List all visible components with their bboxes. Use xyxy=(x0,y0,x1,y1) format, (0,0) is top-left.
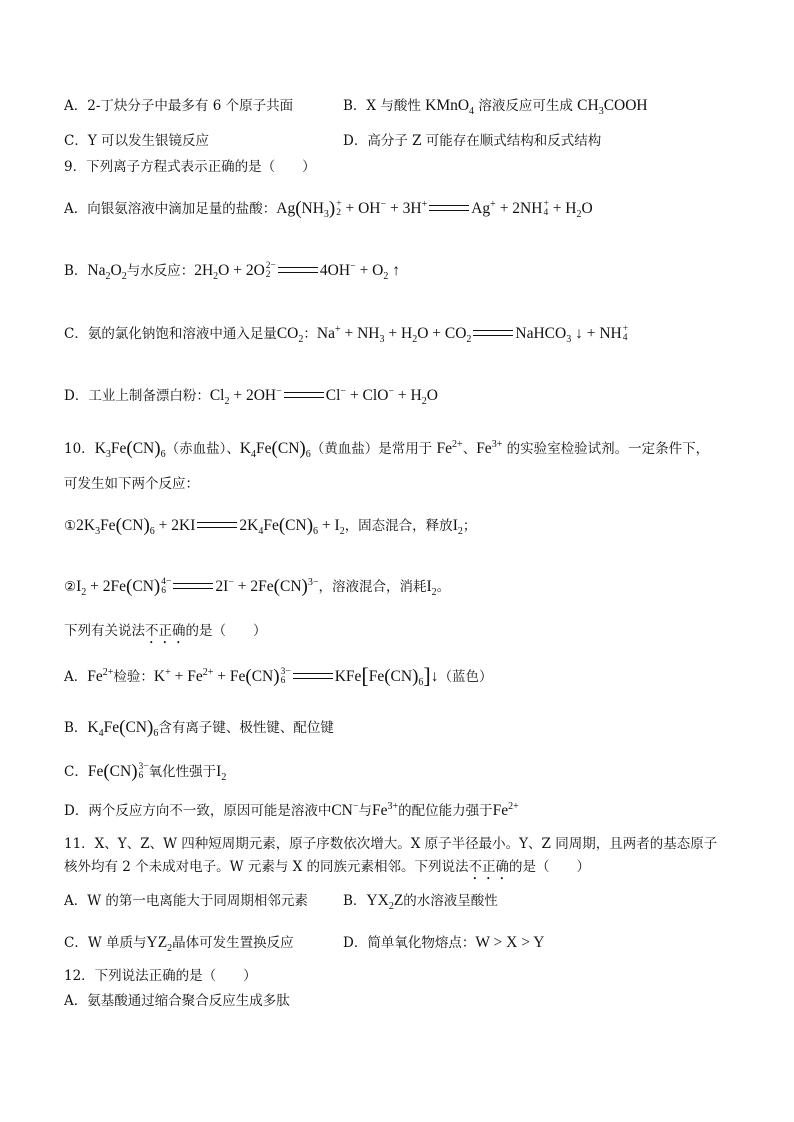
q9-stem: 9．下列离子方程式表示正确的是（ ） xyxy=(64,159,316,175)
q11-option-a: A．W 的第一电离能大于同周期相邻元素 xyxy=(64,893,308,909)
q9-option-c: C．氨的氯化钠饱和溶液中通入足量$CO_2$：$Na^+ + NH_3 + H_2O + CO_2$ NaHCO$_3$ ↓ + NH + 4 xyxy=(64,323,629,346)
q12-stem: 12．下列说法正确的是（ ） xyxy=(64,968,257,984)
q12-option-a: A．氨基酸通过缩合聚合反应生成多肽 xyxy=(64,993,290,1009)
q10-stem: 10．$K_3Fe(CN)_6$（赤血盐）、$K_4Fe(CN)_6$（黄血盐）是常用于 $Fe^{2+}$、$Fe^{3+}$ 的实验室检验试剂。一定条件下， xyxy=(64,438,710,461)
q8-option-b: B．X 与酸性 KMnO$_4$ 溶液反应可生成 $CH_3COOH$ xyxy=(343,97,648,118)
q11-stem-line2: 核外均有 2 个未成对电子。W 元素与 X 的同族元素相邻。下列说法不正确的是（ ） xyxy=(64,859,591,875)
q10-reaction-1: $①2K_3Fe(CN)_6 + 2KI$ $2K_4Fe(CN)_6 + I_2$，固态混合，释放$I_2$； xyxy=(64,515,477,538)
q8-option-d: D．高分子 Z 可能存在顺式结构和反式结构 xyxy=(343,133,602,149)
q8-option-c: C．Y 可以发生银镜反应 xyxy=(64,133,210,149)
q10-stem-line2: 可发生如下两个反应： xyxy=(64,476,199,492)
q9-option-d: D．工业上制备漂白粉：$Cl_2 + 2OH^-$ $Cl^- + ClO^- + H_2O$ xyxy=(64,385,438,408)
q11-stem: 11．X、Y、Z、W 四种短周期元素，原子序数依次增大。X 原子半径最小。Y、Z 同周期，且两者的基态原子 xyxy=(64,836,718,852)
q9-option-b: B．$Na_2O_2$与水反应：$2H_2O + 2O$ 2− 2 $4OH^- + O_2$ ↑ xyxy=(64,260,400,283)
q11-option-b: B．$YX_2Z$的水溶液呈酸性 xyxy=(343,892,498,913)
q11-option-c: C．W 单质与$YZ_2$晶体可发生置换反应 xyxy=(64,934,294,955)
q10-question: 下列有关说法不正确的是（ ） xyxy=(64,623,267,639)
q10-option-a: A．$Fe^{2+}$检验：$K^+ + Fe^{2+} + Fe(CN)$ 3− 6 $KFe[Fe(CN)_6]↓$（蓝色） xyxy=(64,663,493,689)
q10-reaction-2: $②I_2 + 2Fe(CN)$ 4− 6 2I− + 2Fe(CN)$^{3-}$，溶液混合，消耗$I_2$。 xyxy=(64,576,451,599)
q9-option-a: A．向银氨溶液中滴加足量的盐酸：$Ag(NH_3)$ + 2 + OH− + 3H+ Ag+ + 2NH + 4 + $H_2O$ xyxy=(64,198,593,221)
q10-option-d: D．两个反应方向不一致，原因可能是溶液中CN−与$Fe^{3+}$的配位能力强于$Fe^{2+}$ xyxy=(64,800,519,819)
q8-option-a: A．2-丁炔分子中最多有 6 个原子共面 xyxy=(64,98,294,114)
q11-option-d: D．简单氧化物熔点：W > X > Y xyxy=(343,934,545,951)
q10-option-c: C．Fe(CN) 3− 6 氧化性强于$I_2$ xyxy=(64,761,227,784)
q10-option-b: B．$K_4Fe(CN)_6$含有离子键、极性键、配位键 xyxy=(64,717,334,740)
